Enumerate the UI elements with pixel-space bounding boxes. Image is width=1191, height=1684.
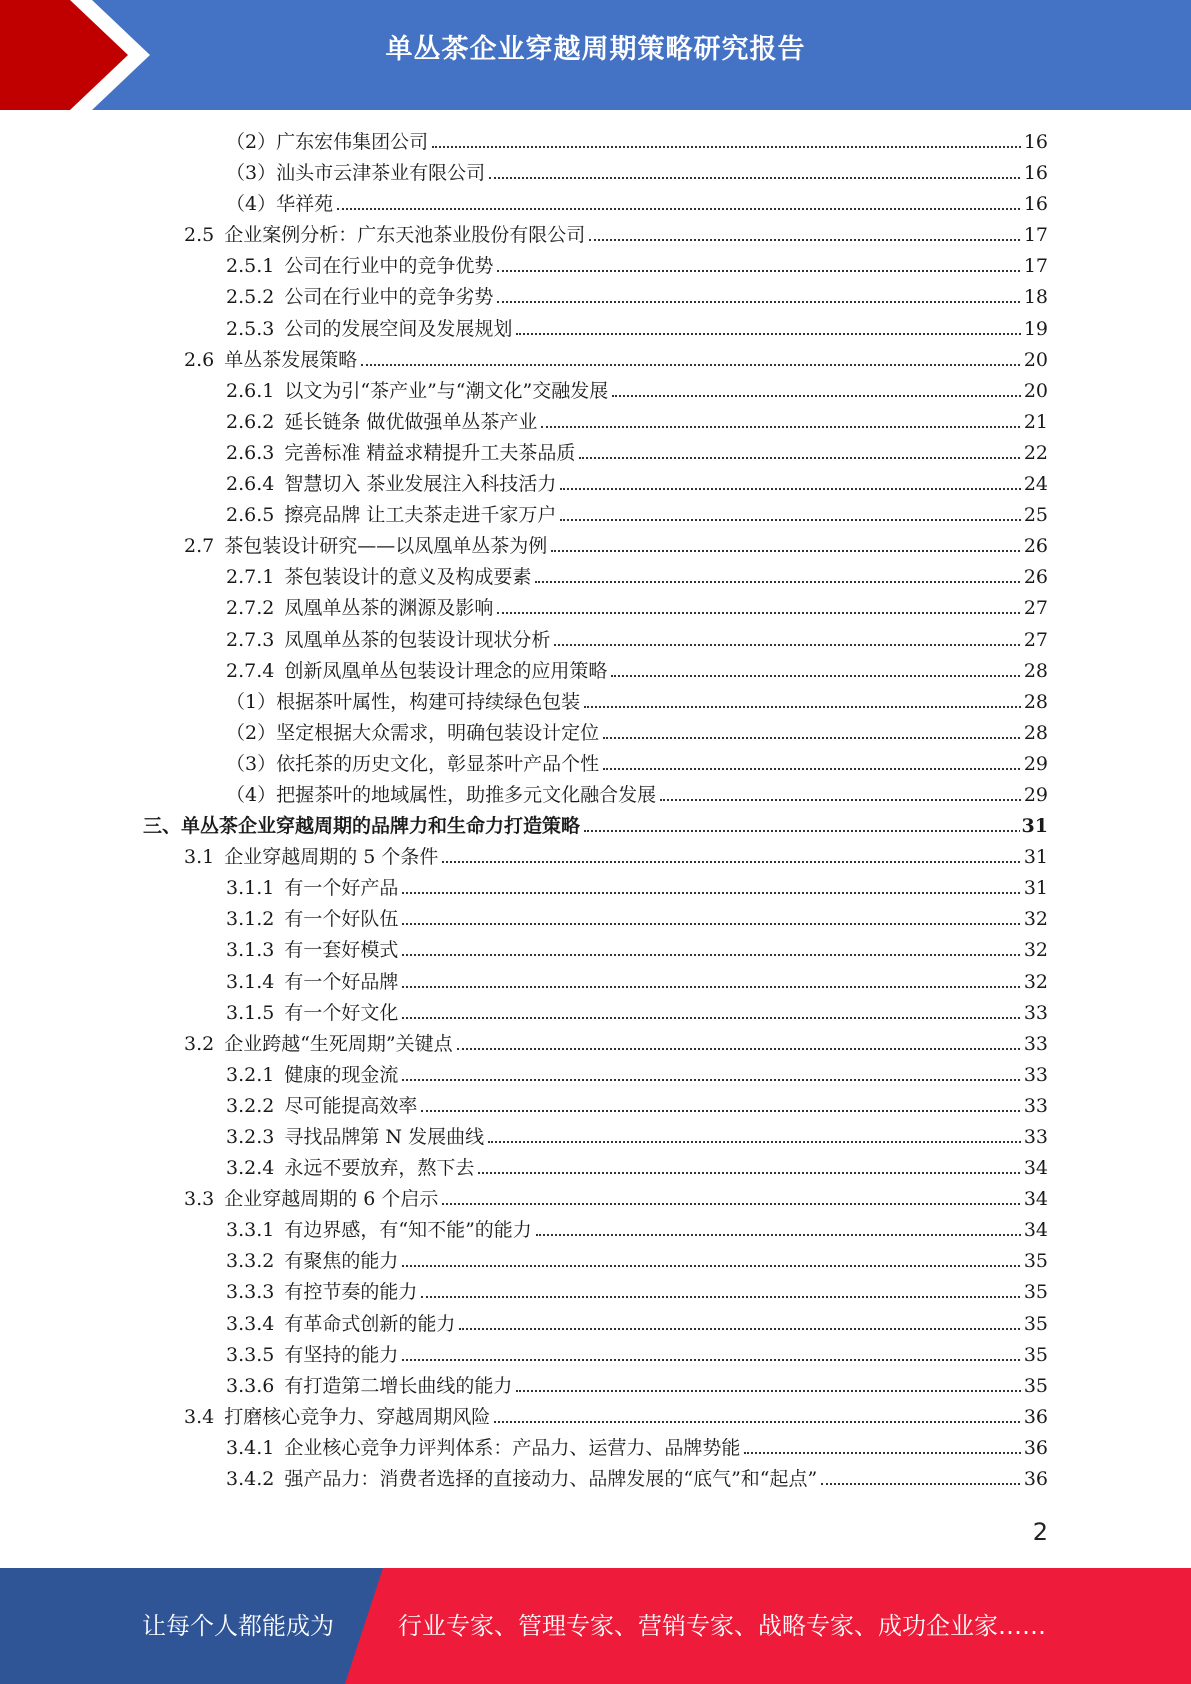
- toc-entry[interactable]: [0, 407, 1191, 438]
- toc-entry[interactable]: [0, 251, 1191, 282]
- toc-entry-page: 33: [1022, 1060, 1048, 1091]
- toc-entry-page: 22: [1022, 438, 1048, 469]
- toc-dot-leader: [478, 1172, 1024, 1174]
- toc-entry-text: [184, 531, 1048, 562]
- toc-entry-number: 2.7: [184, 535, 215, 558]
- toc-entry-number: 3.2.2: [226, 1094, 275, 1117]
- toc-entry-page: 25: [1022, 500, 1048, 531]
- toc-entry-label: 智慧切入 茶业发展注入科技活力: [284, 473, 557, 496]
- toc-entry-text: [226, 407, 1048, 438]
- toc-entry-number: 2.6.1: [226, 379, 275, 402]
- toc-dot-leader: [554, 644, 1024, 646]
- toc-entry[interactable]: [0, 1371, 1191, 1402]
- toc-entry-label: 把握茶叶的地域属性，助推多元文化融合发展: [276, 783, 657, 806]
- toc-entry-text: [226, 158, 1048, 189]
- toc-entry[interactable]: [0, 625, 1191, 656]
- toc-entry-text: [226, 1277, 1048, 1308]
- toc-entry-text: [184, 345, 1048, 376]
- toc-entry-text: [226, 314, 1048, 345]
- toc-entry-page: 35: [1022, 1309, 1048, 1340]
- toc-entry-label: 有革命式创新的能力: [284, 1312, 456, 1335]
- toc-entry-page: 35: [1022, 1340, 1048, 1371]
- toc-entry-label: 茶包装设计研究——以凤凰单丛茶为例: [224, 535, 548, 558]
- toc-entry[interactable]: [0, 1091, 1191, 1122]
- toc-entry-label: 有一个好队伍: [284, 908, 399, 931]
- toc-entry[interactable]: [0, 811, 1191, 842]
- toc-entry-page: 35: [1022, 1371, 1048, 1402]
- toc-entry-page: 32: [1022, 904, 1048, 935]
- toc-entry-label: 有一个好品牌: [284, 970, 399, 993]
- toc-dot-leader: [361, 364, 1024, 366]
- toc-entry[interactable]: [0, 314, 1191, 345]
- toc-entry-label: 坚定根据大众需求，明确包装设计定位: [276, 721, 600, 744]
- toc-entry[interactable]: [0, 935, 1191, 966]
- toc-entry-page: 27: [1022, 593, 1048, 624]
- toc-entry-page: 35: [1022, 1246, 1048, 1277]
- toc-entry[interactable]: [0, 1309, 1191, 1340]
- toc-entry[interactable]: [0, 189, 1191, 220]
- toc-dot-leader: [560, 488, 1024, 490]
- toc-entry-number: 2.5.3: [226, 317, 275, 340]
- toc-entry-text: [226, 967, 1048, 998]
- toc-entry-number: 3.4: [184, 1405, 215, 1428]
- toc-entry-text: [226, 1433, 1048, 1464]
- footer-slogan-left: 让每个人都能成为: [142, 1612, 334, 1640]
- toc-entry[interactable]: [0, 687, 1191, 718]
- toc-entry-label: 凤凰单丛茶的渊源及影响: [284, 597, 494, 620]
- toc-entry-text: [184, 1029, 1048, 1060]
- toc-entry-number: 2.7.2: [226, 597, 275, 620]
- toc-entry-text: [226, 935, 1048, 966]
- toc-entry-text: [226, 562, 1048, 593]
- toc-dot-leader: [660, 799, 1024, 801]
- toc-entry-text: [226, 656, 1048, 687]
- toc-dot-leader: [560, 519, 1024, 521]
- toc-entry-number: 3.1.3: [226, 939, 275, 962]
- toc-entry-label: 公司的发展空间及发展规划: [284, 317, 513, 340]
- toc-entry-number: 3.3.2: [226, 1250, 275, 1273]
- toc-dot-leader: [497, 270, 1024, 272]
- toc-dot-leader: [402, 954, 1024, 956]
- toc-entry-page: 27: [1022, 625, 1048, 656]
- toc-dot-leader: [402, 1017, 1024, 1019]
- toc-entry-text: [226, 904, 1048, 935]
- toc-entry-number: （1）: [226, 690, 277, 713]
- toc-entry-label: 完善标准 精益求精提升工夫茶品质: [284, 441, 576, 464]
- toc-entry[interactable]: [0, 127, 1191, 158]
- toc-entry-label: 单丛茶发展策略: [224, 348, 358, 371]
- toc-entry[interactable]: [0, 345, 1191, 376]
- toc-entry-text: [226, 1060, 1048, 1091]
- toc-entry-text: [226, 1153, 1048, 1184]
- toc-entry-page: 33: [1022, 1091, 1048, 1122]
- toc-entry[interactable]: [0, 718, 1191, 749]
- toc-entry[interactable]: [0, 1215, 1191, 1246]
- toc-entry-label: 企业跨越“生死周期”关键点: [224, 1032, 453, 1055]
- toc-entry[interactable]: [0, 1246, 1191, 1277]
- toc-entry-number: 3.2.1: [226, 1063, 275, 1086]
- toc-entry-text: [226, 1340, 1048, 1371]
- toc-entry-text: [226, 873, 1048, 904]
- toc-entry-label: 有边界感，有“知不能”的能力: [284, 1219, 532, 1242]
- toc-dot-leader: [536, 1234, 1024, 1236]
- toc-dot-leader: [744, 1452, 1024, 1454]
- toc-entry[interactable]: [0, 1464, 1191, 1495]
- toc-entry[interactable]: [0, 1184, 1191, 1215]
- toc-entry[interactable]: [0, 780, 1191, 811]
- toc-entry-label: 有一个好文化: [284, 1001, 399, 1024]
- toc-entry-label: 创新凤凰单丛包装设计理念的应用策略: [284, 659, 608, 682]
- toc-entry-page: 32: [1022, 935, 1048, 966]
- toc-entry-label: 有一套好模式: [284, 939, 399, 962]
- toc-dot-leader: [402, 892, 1024, 894]
- toc-dot-leader: [603, 768, 1024, 770]
- toc-entry-number: 3.2.4: [226, 1157, 275, 1180]
- toc-entry-label: 依托茶的历史文化，彰显茶叶产品个性: [276, 752, 600, 775]
- toc-entry[interactable]: [0, 376, 1191, 407]
- toc-entry-page: 29: [1022, 749, 1048, 780]
- toc-dot-leader: [402, 923, 1024, 925]
- toc-dot-leader: [584, 830, 1024, 832]
- toc-entry-label: 打磨核心竞争力、穿越周期风险: [224, 1405, 491, 1428]
- toc-entry-text: [226, 1371, 1048, 1402]
- toc-entry-page: 31: [1022, 873, 1048, 904]
- toc-entry-page: 33: [1022, 1029, 1048, 1060]
- toc-entry-number: 3.3.4: [226, 1312, 275, 1335]
- toc-entry-page: 21: [1022, 407, 1048, 438]
- toc-entry-number: （2）: [226, 131, 277, 153]
- toc-dot-leader: [541, 426, 1024, 428]
- toc-entry-label: 根据茶叶属性，构建可持续绿色包装: [276, 690, 581, 713]
- toc-entry-page: 33: [1022, 998, 1048, 1029]
- toc-entry-number: （3）: [226, 752, 277, 775]
- toc-entry-text: [226, 1246, 1048, 1277]
- toc-entry-label: 以文为引“茶产业”与“潮文化”交融发展: [284, 379, 609, 402]
- toc-dot-leader: [516, 1390, 1024, 1392]
- toc-entry-number: 3.3.5: [226, 1343, 275, 1366]
- toc-entry[interactable]: [0, 562, 1191, 593]
- toc-dot-leader: [494, 1421, 1024, 1423]
- toc-entry-text: [226, 282, 1048, 313]
- toc-entry-page: 28: [1022, 687, 1048, 718]
- toc-dot-leader: [337, 208, 1024, 210]
- toc-entry-text: [226, 718, 1048, 749]
- toc-entry-number: 3.4.1: [226, 1436, 275, 1459]
- toc-entry-page: 36: [1022, 1402, 1048, 1433]
- toc-entry[interactable]: [0, 531, 1191, 562]
- toc-dot-leader: [611, 675, 1024, 677]
- toc-entry-text: [226, 749, 1048, 780]
- toc-entry-label: 有控节奏的能力: [284, 1281, 418, 1304]
- toc-entry-page: 33: [1022, 1122, 1048, 1153]
- toc-entry-text: [226, 998, 1048, 1029]
- toc-entry-text: [226, 625, 1048, 656]
- toc-entry[interactable]: [0, 282, 1191, 313]
- toc-dot-leader: [402, 986, 1024, 988]
- toc-dot-leader: [459, 1328, 1024, 1330]
- toc-entry-text: [226, 438, 1048, 469]
- toc-dot-leader: [579, 457, 1024, 459]
- toc-entry-page: 34: [1022, 1215, 1048, 1246]
- toc-entry-text: [226, 593, 1048, 624]
- toc-entry-label: 延长链条 做优做强单丛茶产业: [284, 410, 538, 433]
- toc-entry-label: 企业穿越周期的 6 个启示: [224, 1188, 439, 1211]
- toc-entry-label: 有一个好产品: [284, 877, 399, 900]
- toc-dot-leader: [516, 333, 1024, 335]
- toc-entry-text: [184, 842, 1048, 873]
- toc-entry-label: 永远不要放弃，熬下去: [284, 1157, 475, 1180]
- toc-entry-label: 企业案例分析：广东天池茶业股份有限公司: [224, 224, 586, 247]
- toc-entry-number: 2.5.1: [226, 255, 275, 278]
- toc-entry-text: [226, 1309, 1048, 1340]
- toc-entry-page: 31: [1020, 811, 1048, 842]
- toc-dot-leader: [821, 1483, 1024, 1485]
- toc-dot-leader: [497, 612, 1024, 614]
- toc-entry[interactable]: [0, 158, 1191, 189]
- toc-entry-number: 2.5.2: [226, 286, 275, 309]
- toc-dot-leader: [457, 1048, 1024, 1050]
- toc-entry[interactable]: [0, 1402, 1191, 1433]
- toc-dot-leader: [589, 239, 1024, 241]
- toc-entry-text: [226, 1122, 1048, 1153]
- toc-entry-text: [226, 1215, 1048, 1246]
- toc-entry[interactable]: [0, 873, 1191, 904]
- toc-entry-label: 三、单丛茶企业穿越周期的品牌力和生命力打造策略: [143, 815, 581, 838]
- toc-entry-page: 16: [1022, 189, 1048, 220]
- toc-entry[interactable]: [0, 1433, 1191, 1464]
- toc-entry[interactable]: [0, 1277, 1191, 1308]
- toc-entry[interactable]: [0, 904, 1191, 935]
- toc-dot-leader: [421, 1296, 1024, 1298]
- toc-entry-page: 28: [1022, 718, 1048, 749]
- toc-entry-page: 18: [1022, 282, 1048, 313]
- toc-entry[interactable]: [0, 842, 1191, 873]
- toc-dot-leader: [421, 1110, 1024, 1112]
- toc-entry-page: 29: [1022, 780, 1048, 811]
- toc-entry-page: 32: [1022, 967, 1048, 998]
- table-of-contents: [0, 127, 1191, 1495]
- toc-entry[interactable]: [0, 1340, 1191, 1371]
- toc-dot-leader: [551, 550, 1024, 552]
- toc-entry-number: 3.2.3: [226, 1126, 275, 1148]
- toc-dot-leader: [489, 177, 1024, 179]
- toc-entry[interactable]: [0, 593, 1191, 624]
- toc-entry-text: [226, 127, 1048, 158]
- toc-entry[interactable]: [0, 749, 1191, 780]
- toc-dot-leader: [603, 737, 1024, 739]
- page-footer: [0, 1568, 1191, 1684]
- toc-entry-label: 企业穿越周期的 5 个条件: [224, 846, 439, 869]
- toc-entry-number: 3.2: [184, 1032, 215, 1055]
- toc-dot-leader: [432, 146, 1024, 148]
- toc-entry-number: 3.1: [184, 846, 215, 869]
- toc-entry-page: 19: [1022, 314, 1048, 345]
- toc-entry[interactable]: [0, 220, 1191, 251]
- toc-entry-number: 3.1.2: [226, 908, 275, 931]
- toc-dot-leader: [402, 1359, 1024, 1361]
- toc-entry-number: （2）: [226, 721, 277, 744]
- toc-entry-page: 34: [1022, 1153, 1048, 1184]
- toc-entry-page: 17: [1022, 251, 1048, 282]
- toc-entry-label: 健康的现金流: [284, 1063, 399, 1086]
- report-title: 单丛茶企业穿越周期策略研究报告: [385, 34, 806, 65]
- toc-entry[interactable]: [0, 438, 1191, 469]
- toc-entry-number: 2.5: [184, 224, 215, 247]
- toc-entry-page: 36: [1022, 1464, 1048, 1495]
- page-number: 2: [1032, 1518, 1048, 1546]
- toc-entry-label: 尽可能提高效率: [284, 1094, 418, 1117]
- toc-entry-text: [184, 1184, 1048, 1215]
- toc-entry-number: 2.7.4: [226, 659, 275, 682]
- toc-entry-label: 茶包装设计的意义及构成要素: [284, 566, 532, 589]
- toc-entry-page: 20: [1022, 376, 1048, 407]
- toc-entry-number: 2.7.1: [226, 566, 275, 589]
- toc-dot-leader: [488, 1141, 1024, 1143]
- toc-entry[interactable]: [0, 1029, 1191, 1060]
- toc-dot-leader: [402, 1265, 1024, 1267]
- toc-dot-leader: [497, 301, 1024, 303]
- toc-entry-text: [226, 1091, 1048, 1122]
- toc-dot-leader: [612, 395, 1024, 397]
- toc-entry-label: 有聚焦的能力: [284, 1250, 399, 1273]
- toc-entry-text: [226, 469, 1048, 500]
- toc-entry-label: 寻找品牌第 N 发展曲线: [284, 1126, 485, 1148]
- toc-entry-label: 强产品力：消费者选择的直接动力、品牌发展的“底气”和“起点”: [284, 1468, 818, 1491]
- toc-dot-leader: [442, 861, 1024, 863]
- toc-entry[interactable]: [0, 656, 1191, 687]
- toc-entry-text: [226, 189, 1048, 220]
- toc-entry-number: 3.3.6: [226, 1374, 275, 1397]
- toc-entry-label: 擦亮品牌 让工夫茶走进千家万户: [284, 504, 557, 527]
- toc-entry-text: [226, 500, 1048, 531]
- toc-entry[interactable]: [0, 1153, 1191, 1184]
- toc-entry-page: 34: [1022, 1184, 1048, 1215]
- toc-entry-number: 3.4.2: [226, 1468, 275, 1491]
- toc-entry[interactable]: [0, 1060, 1191, 1091]
- toc-entry-text: [226, 1464, 1048, 1495]
- toc-dot-leader: [442, 1203, 1024, 1205]
- toc-entry-text: [184, 1402, 1048, 1433]
- toc-entry-number: 3.1.4: [226, 970, 275, 993]
- toc-entry-label: 有坚持的能力: [284, 1343, 399, 1366]
- toc-entry-label: 广东宏伟集团公司: [276, 131, 429, 153]
- page-header: [0, 0, 1191, 110]
- toc-entry-number: （4）: [226, 783, 277, 806]
- toc-entry-text: [226, 376, 1048, 407]
- toc-entry-number: 2.6.5: [226, 504, 275, 527]
- toc-entry-text: [226, 251, 1048, 282]
- toc-dot-leader: [535, 581, 1024, 583]
- toc-entry-number: 2.6.3: [226, 441, 275, 464]
- toc-entry-text: [184, 220, 1048, 251]
- toc-entry-text: [226, 780, 1048, 811]
- toc-dot-leader: [584, 706, 1024, 708]
- toc-entry-text: [226, 687, 1048, 718]
- toc-entry-number: 2.7.3: [226, 628, 275, 651]
- toc-entry-number: 3.3.1: [226, 1219, 275, 1242]
- toc-entry-page: 16: [1022, 158, 1048, 189]
- toc-entry-text: [143, 811, 1048, 842]
- toc-entry-page: 31: [1022, 842, 1048, 873]
- toc-entry-label: 华祥苑: [276, 193, 334, 216]
- toc-entry-label: 公司在行业中的竞争劣势: [284, 286, 494, 309]
- toc-entry-number: 3.1.1: [226, 877, 275, 900]
- toc-entry-page: 28: [1022, 656, 1048, 687]
- toc-entry-number: （3）: [226, 162, 277, 185]
- toc-entry-number: （4）: [226, 193, 277, 216]
- toc-entry-page: 26: [1022, 562, 1048, 593]
- toc-entry-number: 3.3: [184, 1188, 215, 1211]
- toc-entry-page: 24: [1022, 469, 1048, 500]
- toc-entry-number: 3.1.5: [226, 1001, 275, 1024]
- toc-entry[interactable]: [0, 967, 1191, 998]
- toc-entry-label: 企业核心竞争力评判体系：产品力、运营力、品牌势能: [284, 1436, 741, 1459]
- toc-entry-page: 36: [1022, 1433, 1048, 1464]
- toc-entry-number: 2.6.2: [226, 410, 275, 433]
- toc-entry-label: 凤凰单丛茶的包装设计现状分析: [284, 628, 551, 651]
- toc-entry[interactable]: [0, 500, 1191, 531]
- toc-dot-leader: [402, 1079, 1024, 1081]
- toc-entry-number: 2.6: [184, 348, 215, 371]
- toc-entry-label: 公司在行业中的竞争优势: [284, 255, 494, 278]
- toc-entry-number: 3.3.3: [226, 1281, 275, 1304]
- toc-entry[interactable]: [0, 998, 1191, 1029]
- footer-slogan-right: 行业专家、管理专家、营销专家、战略专家、成功企业家……: [398, 1612, 1046, 1640]
- toc-entry-page: 16: [1022, 127, 1048, 158]
- toc-entry[interactable]: [0, 469, 1191, 500]
- toc-entry-label: 有打造第二增长曲线的能力: [284, 1374, 513, 1397]
- toc-entry-number: 2.6.4: [226, 473, 275, 496]
- toc-entry-label: 汕头市云津茶业有限公司: [276, 162, 486, 185]
- toc-entry[interactable]: [0, 1122, 1191, 1153]
- toc-entry-page: 35: [1022, 1277, 1048, 1308]
- toc-entry-page: 20: [1022, 345, 1048, 376]
- toc-entry-page: 17: [1022, 220, 1048, 251]
- toc-entry-page: 26: [1022, 531, 1048, 562]
